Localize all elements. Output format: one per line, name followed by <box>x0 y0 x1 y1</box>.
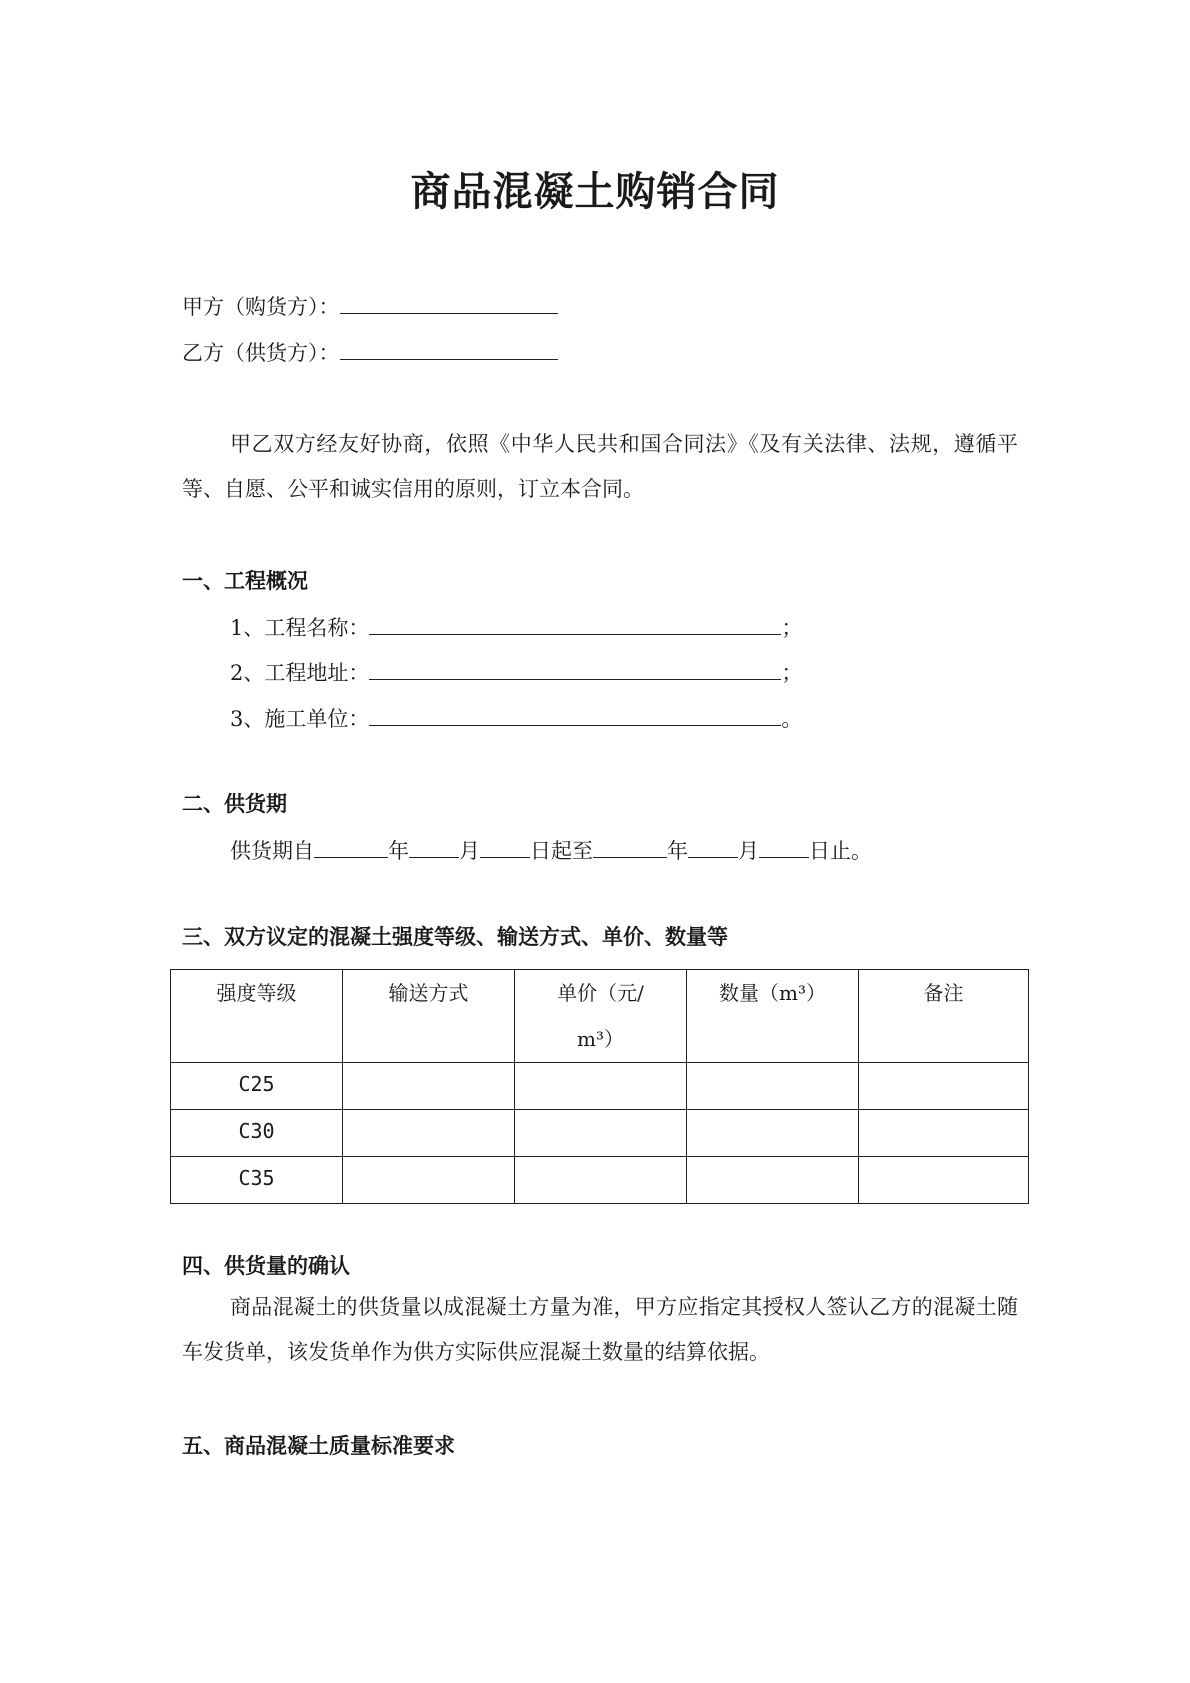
project-address-end: ； <box>781 661 803 685</box>
price-cell[interactable] <box>515 1063 687 1110</box>
table-row <box>171 1110 1029 1157</box>
header-unit-price-line2: m³） <box>577 1027 624 1051</box>
start-day-blank[interactable] <box>480 835 530 858</box>
header-quantity: 数量（m³） <box>687 970 859 1063</box>
party-a-label: 甲方（购货方）： <box>182 295 340 319</box>
supply-period-line <box>230 835 872 865</box>
note-cell[interactable] <box>859 1063 1029 1110</box>
party-b-line <box>182 337 558 367</box>
end-year-blank[interactable] <box>593 835 667 858</box>
construction-unit-blank[interactable] <box>369 703 781 726</box>
end-month-blank[interactable] <box>688 835 738 858</box>
construction-unit-line <box>230 703 802 733</box>
project-name-label: 1、工程名称： <box>230 616 370 640</box>
table-row <box>171 1063 1029 1110</box>
header-remarks: 备注 <box>859 970 1029 1063</box>
project-address-label: 2、工程地址： <box>230 661 370 685</box>
party-a-blank[interactable] <box>340 291 558 314</box>
header-strength-grade: 强度等级 <box>171 970 343 1063</box>
table-header-row <box>171 970 1029 1063</box>
party-a-line <box>182 291 558 321</box>
project-address-blank[interactable] <box>369 657 781 680</box>
construction-unit-label: 3、施工单位： <box>230 707 370 731</box>
quantity-cell[interactable] <box>687 1110 859 1157</box>
price-cell[interactable] <box>515 1110 687 1157</box>
concrete-spec-table <box>170 969 1029 1204</box>
project-name-blank[interactable] <box>369 612 781 635</box>
grade-cell: C35 <box>171 1157 343 1204</box>
construction-unit-end: 。 <box>781 707 803 731</box>
method-cell[interactable] <box>343 1157 515 1204</box>
project-name-end: ； <box>781 616 803 640</box>
month-label: 月 <box>459 839 480 863</box>
project-name-line <box>230 612 802 642</box>
table-row <box>171 1157 1029 1204</box>
end-day-blank[interactable] <box>759 835 809 858</box>
start-month-blank[interactable] <box>409 835 459 858</box>
section-2-heading: 二、供货期 <box>182 792 287 816</box>
section-1-heading: 一、工程概况 <box>182 569 308 593</box>
party-b-label: 乙方（供货方）： <box>182 341 340 365</box>
quantity-cell[interactable] <box>687 1063 859 1110</box>
price-cell[interactable] <box>515 1157 687 1204</box>
end-month-label: 月 <box>738 839 759 863</box>
document-title: 商品混凝土购销合同 <box>410 169 780 215</box>
section-5-heading: 五、商品混凝土质量标准要求 <box>182 1434 455 1458</box>
day-to-label: 日起至 <box>530 839 593 863</box>
header-unit-price-line1: 单价（元/ <box>557 981 644 1005</box>
end-day-label: 日止。 <box>809 839 872 863</box>
header-unit-price <box>515 970 687 1063</box>
year-label: 年 <box>388 839 409 863</box>
section-3-heading: 三、双方议定的混凝土强度等级、输送方式、单价、数量等 <box>182 925 728 949</box>
start-year-blank[interactable] <box>314 835 388 858</box>
method-cell[interactable] <box>343 1110 515 1157</box>
header-delivery-method: 输送方式 <box>343 970 515 1063</box>
section-4-paragraph: 商品混凝土的供货量以成混凝土方量为准，甲方应指定其授权人签认乙方的混凝土随车发货单，该发货单作为供方实际供应混凝土数量的结算依据。 <box>182 1295 1018 1364</box>
party-b-blank[interactable] <box>340 337 558 360</box>
supply-period-text-start: 供货期自 <box>230 839 314 863</box>
project-address-line <box>230 657 802 687</box>
end-year-label: 年 <box>667 839 688 863</box>
note-cell[interactable] <box>859 1110 1029 1157</box>
method-cell[interactable] <box>343 1063 515 1110</box>
grade-cell: C30 <box>171 1110 343 1157</box>
grade-cell: C25 <box>171 1063 343 1110</box>
note-cell[interactable] <box>859 1157 1029 1204</box>
section-4-heading: 四、供货量的确认 <box>182 1254 350 1278</box>
intro-paragraph: 甲乙双方经友好协商，依照《中华人民共和国合同法》《及有关法律、法规，遵循平等、自愿、公平和诚实信用的原则，订立本合同。 <box>182 432 1018 501</box>
quantity-cell[interactable] <box>687 1157 859 1204</box>
